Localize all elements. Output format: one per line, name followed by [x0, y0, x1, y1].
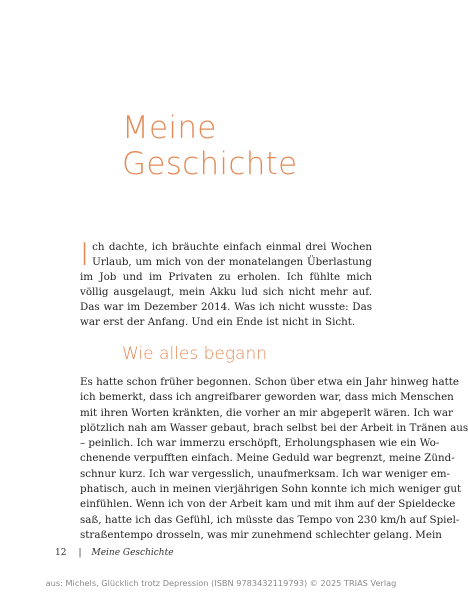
chapter-title-line-2: Geschichte	[122, 146, 298, 182]
intro-paragraph	[80, 237, 372, 330]
body-line: phatisch, auch in meinen vierjährigen Sohn konnte ich mich weniger gut	[80, 483, 462, 496]
page-footer	[55, 548, 174, 558]
intro-text: ch dachte, ich bräuchte einfach einmal drei Wochen Urlaub, um mich von der monatelangen Überlastung im Job und im Privaten zu erholen. Ich fühlte mich völlig ausgelaugt, mein Akku lud sich nicht mehr auf. Das war im Dezember 2014. Was ich nicht wusste: Das war erst der Anfang. Und ein Ende ist nicht in Sicht.	[80, 241, 372, 328]
page-number: 12	[55, 548, 67, 558]
drop-cap: I	[80, 237, 90, 273]
body-line: mit ihren Worten kränkten, die vorher an mir abgeperlt wären. Ich war	[80, 406, 453, 419]
body-line: plötzlich nah am Wasser gebaut, brach selbst bei der Arbeit in Tränen aus	[80, 421, 468, 434]
body-line: schnur kurz. Ich war vergesslich, unaufmerksam. Ich war weniger em-	[80, 467, 450, 480]
chapter-title-line-1: Meine	[122, 110, 217, 146]
section-heading: Wie alles begann	[122, 344, 268, 364]
body-paragraph	[80, 375, 468, 543]
body-line: – peinlich. Ich war immerzu erschöpft, Erholungsphasen wie ein Wo-	[80, 437, 440, 450]
body-line: Es hatte schon früher begonnen. Schon über etwa ein Jahr hinweg hatte	[80, 376, 459, 388]
body-line: saß, hatte ich das Gefühl, ich müsste das Tempo von 230 km/h auf Spiel-	[80, 513, 460, 526]
body-line: einfühlen. Wenn ich von der Arbeit kam und mit ihm auf der Spieldecke	[80, 498, 456, 511]
running-title: Meine Geschichte	[91, 548, 174, 558]
footer-separator: |	[78, 548, 82, 558]
body-line: ich bemerkt, dass ich angreifbarer geworden war, dass mich Menschen	[80, 391, 454, 404]
source-credit: aus: Michels, Glücklich trotz Depression (ISBN 9783432119793) © 2025 TRIAS Verlag	[45, 578, 397, 588]
body-line: chenende verpufften einfach. Meine Geduld war begrenzt, meine Zünd-	[80, 452, 455, 465]
chapter-title	[122, 110, 297, 182]
body-line: straßentempo drosseln, was mir zunehmend schlechter gelang. Mein	[80, 528, 442, 541]
